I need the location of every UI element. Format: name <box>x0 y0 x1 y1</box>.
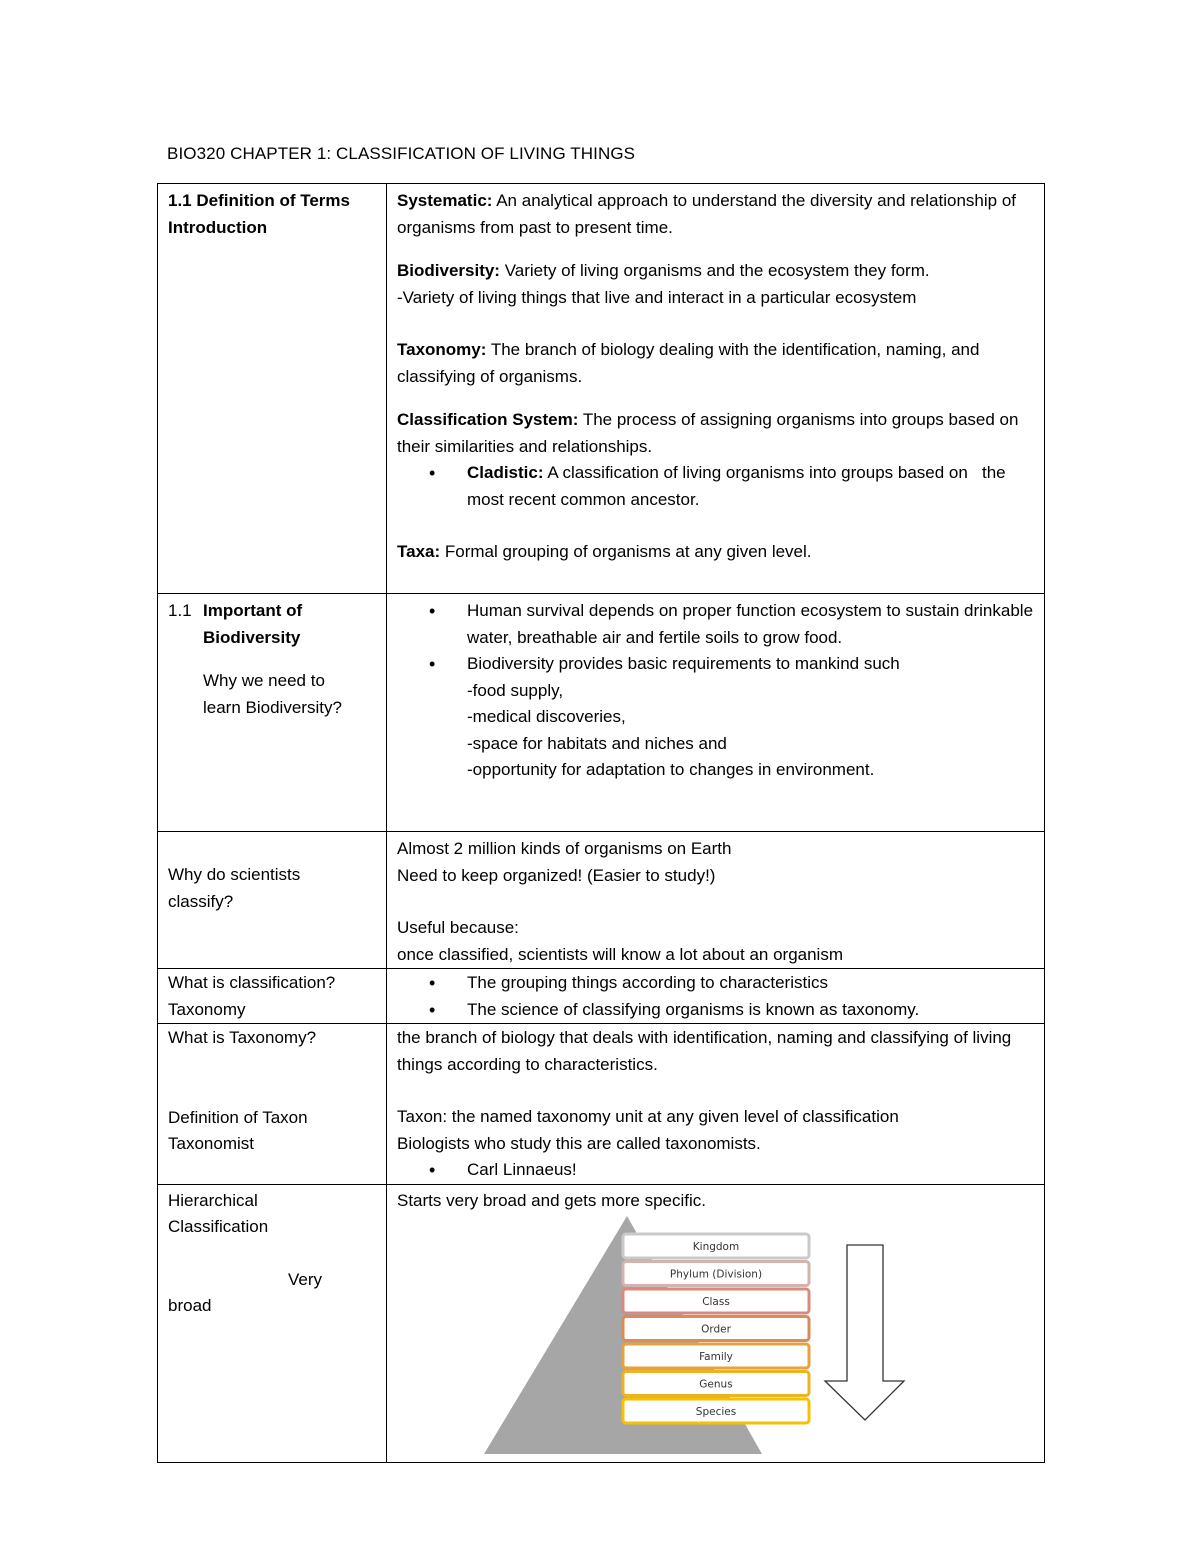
table-row <box>158 184 1045 594</box>
list-item: • The grouping things according to characteristics <box>467 970 1034 997</box>
hierarchy-level-label: Class <box>702 1296 730 1308</box>
row-content-cell <box>387 594 1045 832</box>
section-question: Why we need to <box>203 671 325 690</box>
hierarchy-level-label: Phylum (Division) <box>669 1268 763 1281</box>
definition-classification-system: Classification System: The process of assigning organisms into groups based on their similarities and relationships. <box>397 410 1019 456</box>
hierarchy-level-label: Species <box>695 1406 737 1418</box>
hierarchy-level-label: Family <box>699 1351 733 1363</box>
list-item: • The science of classifying organisms is known as taxonomy. <box>467 997 1034 1024</box>
definition-biodiversity-alt: -Variety of living things that live and interact in a particular ecosystem <box>397 287 917 307</box>
definition-systematic: Systematic: An analytical approach to understand the diversity and relationship of organisms from past to present time. <box>397 191 1016 237</box>
row-label-cell: Hierarchical Classification Very broad <box>158 1184 387 1462</box>
section-heading: 1.1 Definition of Terms <box>168 191 350 210</box>
section-number: 1.1 <box>168 601 192 620</box>
row-content-cell: Almost 2 million kinds of organisms on Earth Need to keep organized! (Easier to study!) Useful because: once classified, scientists will know a lot about an organism <box>387 832 1045 969</box>
section-heading: Biodiversity <box>203 627 301 647</box>
list-item: • Carl Linnaeus! <box>467 1157 1034 1184</box>
hierarchy-diagram-svg <box>397 1214 1037 1459</box>
list-item: • Biodiversity provides basic requirements to mankind such -food supply, -medical discoveries, -space for habitats and niches and -opportunity for adaptation to changes in environment. <box>467 651 1034 784</box>
row-label-cell: What is classification? Taxonomy <box>158 969 387 1024</box>
row-content-cell: the branch of biology that deals with identification, naming and classifying of living things according to characteristics. Taxon: the named taxonomy unit at any given level of classification Biologists who study this are called taxonomists. • Carl Linnaeus! <box>387 1024 1045 1185</box>
list-item: • Human survival depends on proper function ecosystem to sustain drinkable water, breathable air and fertile soils to grow food. <box>467 598 1034 651</box>
hierarchy-level-label: Genus <box>699 1378 733 1391</box>
row-label-cell: Why do scientists classify? <box>158 832 387 969</box>
row-label-cell <box>158 594 387 832</box>
hierarchy-level-label: Kingdom <box>692 1241 740 1253</box>
table-row <box>158 1024 1045 1185</box>
notes-table <box>157 183 1045 1463</box>
section-subheading: Introduction <box>168 217 268 237</box>
row-content-cell <box>387 184 1045 594</box>
hierarchy-level-label: Order <box>701 1323 731 1336</box>
definition-taxonomy: Taxonomy: The branch of biology dealing with the identification, naming, and classifying of organisms. <box>397 340 980 386</box>
definition-cladistic: • Cladistic: A classification of living organisms into groups based on the most recent common ancestor. <box>467 460 1034 513</box>
row-label-cell: What is Taxonomy? Definition of Taxon Taxonomist <box>158 1024 387 1185</box>
section-heading: Important of <box>203 601 303 620</box>
definition-taxa: Taxa: Formal grouping of organisms at any given level. <box>397 542 812 561</box>
row-content-cell: Starts very broad and gets more specific. Kingdom Phylum (Division) Class Order Family Genus Species <box>387 1184 1045 1462</box>
arrow-down-icon <box>825 1245 904 1420</box>
table-row <box>158 832 1045 969</box>
row-label-cell <box>158 184 387 594</box>
row-content-cell <box>387 969 1045 1024</box>
table-row <box>158 1184 1045 1462</box>
hierarchy-diagram <box>397 1214 1034 1454</box>
table-row <box>158 969 1045 1024</box>
document-title: BIO320 CHAPTER 1: CLASSIFICATION OF LIVING THINGS <box>167 144 636 163</box>
table-row <box>158 594 1045 832</box>
definition-biodiversity: Biodiversity: Variety of living organisms and the ecosystem they form. <box>397 261 930 280</box>
section-question: learn Biodiversity? <box>203 697 342 717</box>
